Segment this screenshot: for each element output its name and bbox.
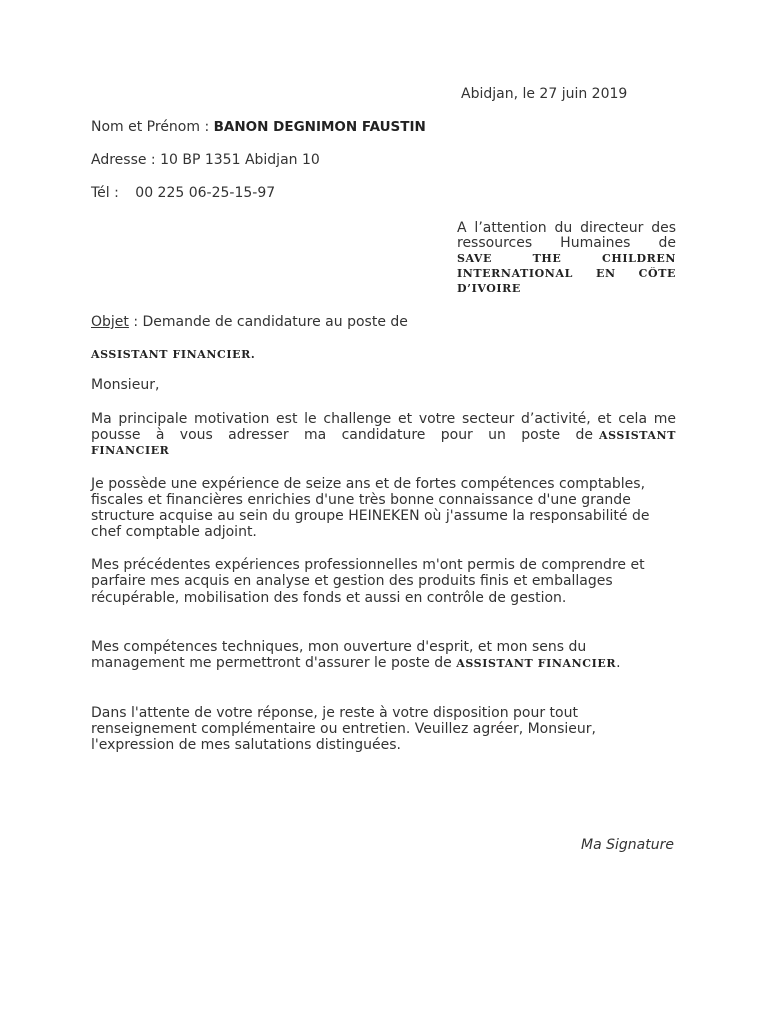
subject-text: : Demande de candidature au poste de [133,314,408,330]
sender-phone-line [91,185,275,201]
paragraph-line: fiscales et financières enrichies d'une très bonne connaissance d'une grande [91,492,631,508]
recipient-line-5: D’IVOIRE [457,282,521,295]
salutation: Monsieur, [91,377,160,393]
sender-name-line [91,119,426,135]
letter-date: Abidjan, le 27 juin 2019 [461,86,628,102]
paragraph-line: récupérable, mobilisation des fonds et aussi en contrôle de gestion. [91,590,567,606]
paragraph-line: Mes compétences techniques, mon ouverture d'esprit, et mon sens du [91,639,587,655]
sender-phone-label: Tél : [91,185,119,201]
paragraph-line: Ma principale motivation est le challenge et votre secteur d’activité, et cela me [91,411,676,427]
position-emphasis: ASSISTANT FINANCIER [456,657,617,670]
paragraph-line: l'expression de mes salutations distinguées. [91,737,401,753]
paragraph-line: Mes précédentes expériences professionnelles m'ont permis de comprendre et [91,557,645,573]
paragraph-line: Je possède une expérience de seize ans et de fortes compétences comptables, [91,476,646,492]
position-emphasis: FINANCIER [91,444,170,457]
paragraph-text: pousse à vous adresser ma candidature pour un poste de [91,427,593,443]
subject-line [91,314,408,330]
subject-label: Objet [91,314,129,330]
sender-name-value: BANON DEGNIMON FAUSTIN [213,119,426,135]
paragraph-period: . [616,655,621,671]
recipient-line-4: INTERNATIONAL EN CÔTE [457,267,676,280]
paragraph-line: renseignement complémentaire ou entretien. Veuillez agréer, Monsieur, [91,721,596,737]
sender-address: Adresse : 10 BP 1351 Abidjan 10 [91,152,320,168]
paragraph-line: chef comptable adjoint. [91,524,257,540]
subject-position: ASSISTANT FINANCIER. [91,348,256,361]
paragraph-line [91,427,676,443]
paragraph-line: parfaire mes acquis en analyse et gestion des produits finis et emballages [91,573,613,589]
paragraph-line: structure acquise au sein du groupe HEINEKEN où j'assume la responsabilité de [91,508,650,524]
recipient-line-3: SAVE THE CHILDREN [457,252,676,265]
signature: Ma Signature [581,837,674,853]
paragraph-line [91,655,621,671]
position-emphasis: ASSISTANT [598,429,676,442]
recipient-line-2: ressources Humaines de [457,235,676,251]
paragraph-line: Dans l'attente de votre réponse, je reste à votre disposition pour tout [91,705,578,721]
sender-phone-value: 00 225 06-25-15-97 [135,185,276,201]
paragraph-text: management me permettront d'assurer le poste de [91,655,452,671]
sender-name-label: Nom et Prénom : [91,119,210,135]
recipient-line-1: A l’attention du directeur des [457,220,676,236]
